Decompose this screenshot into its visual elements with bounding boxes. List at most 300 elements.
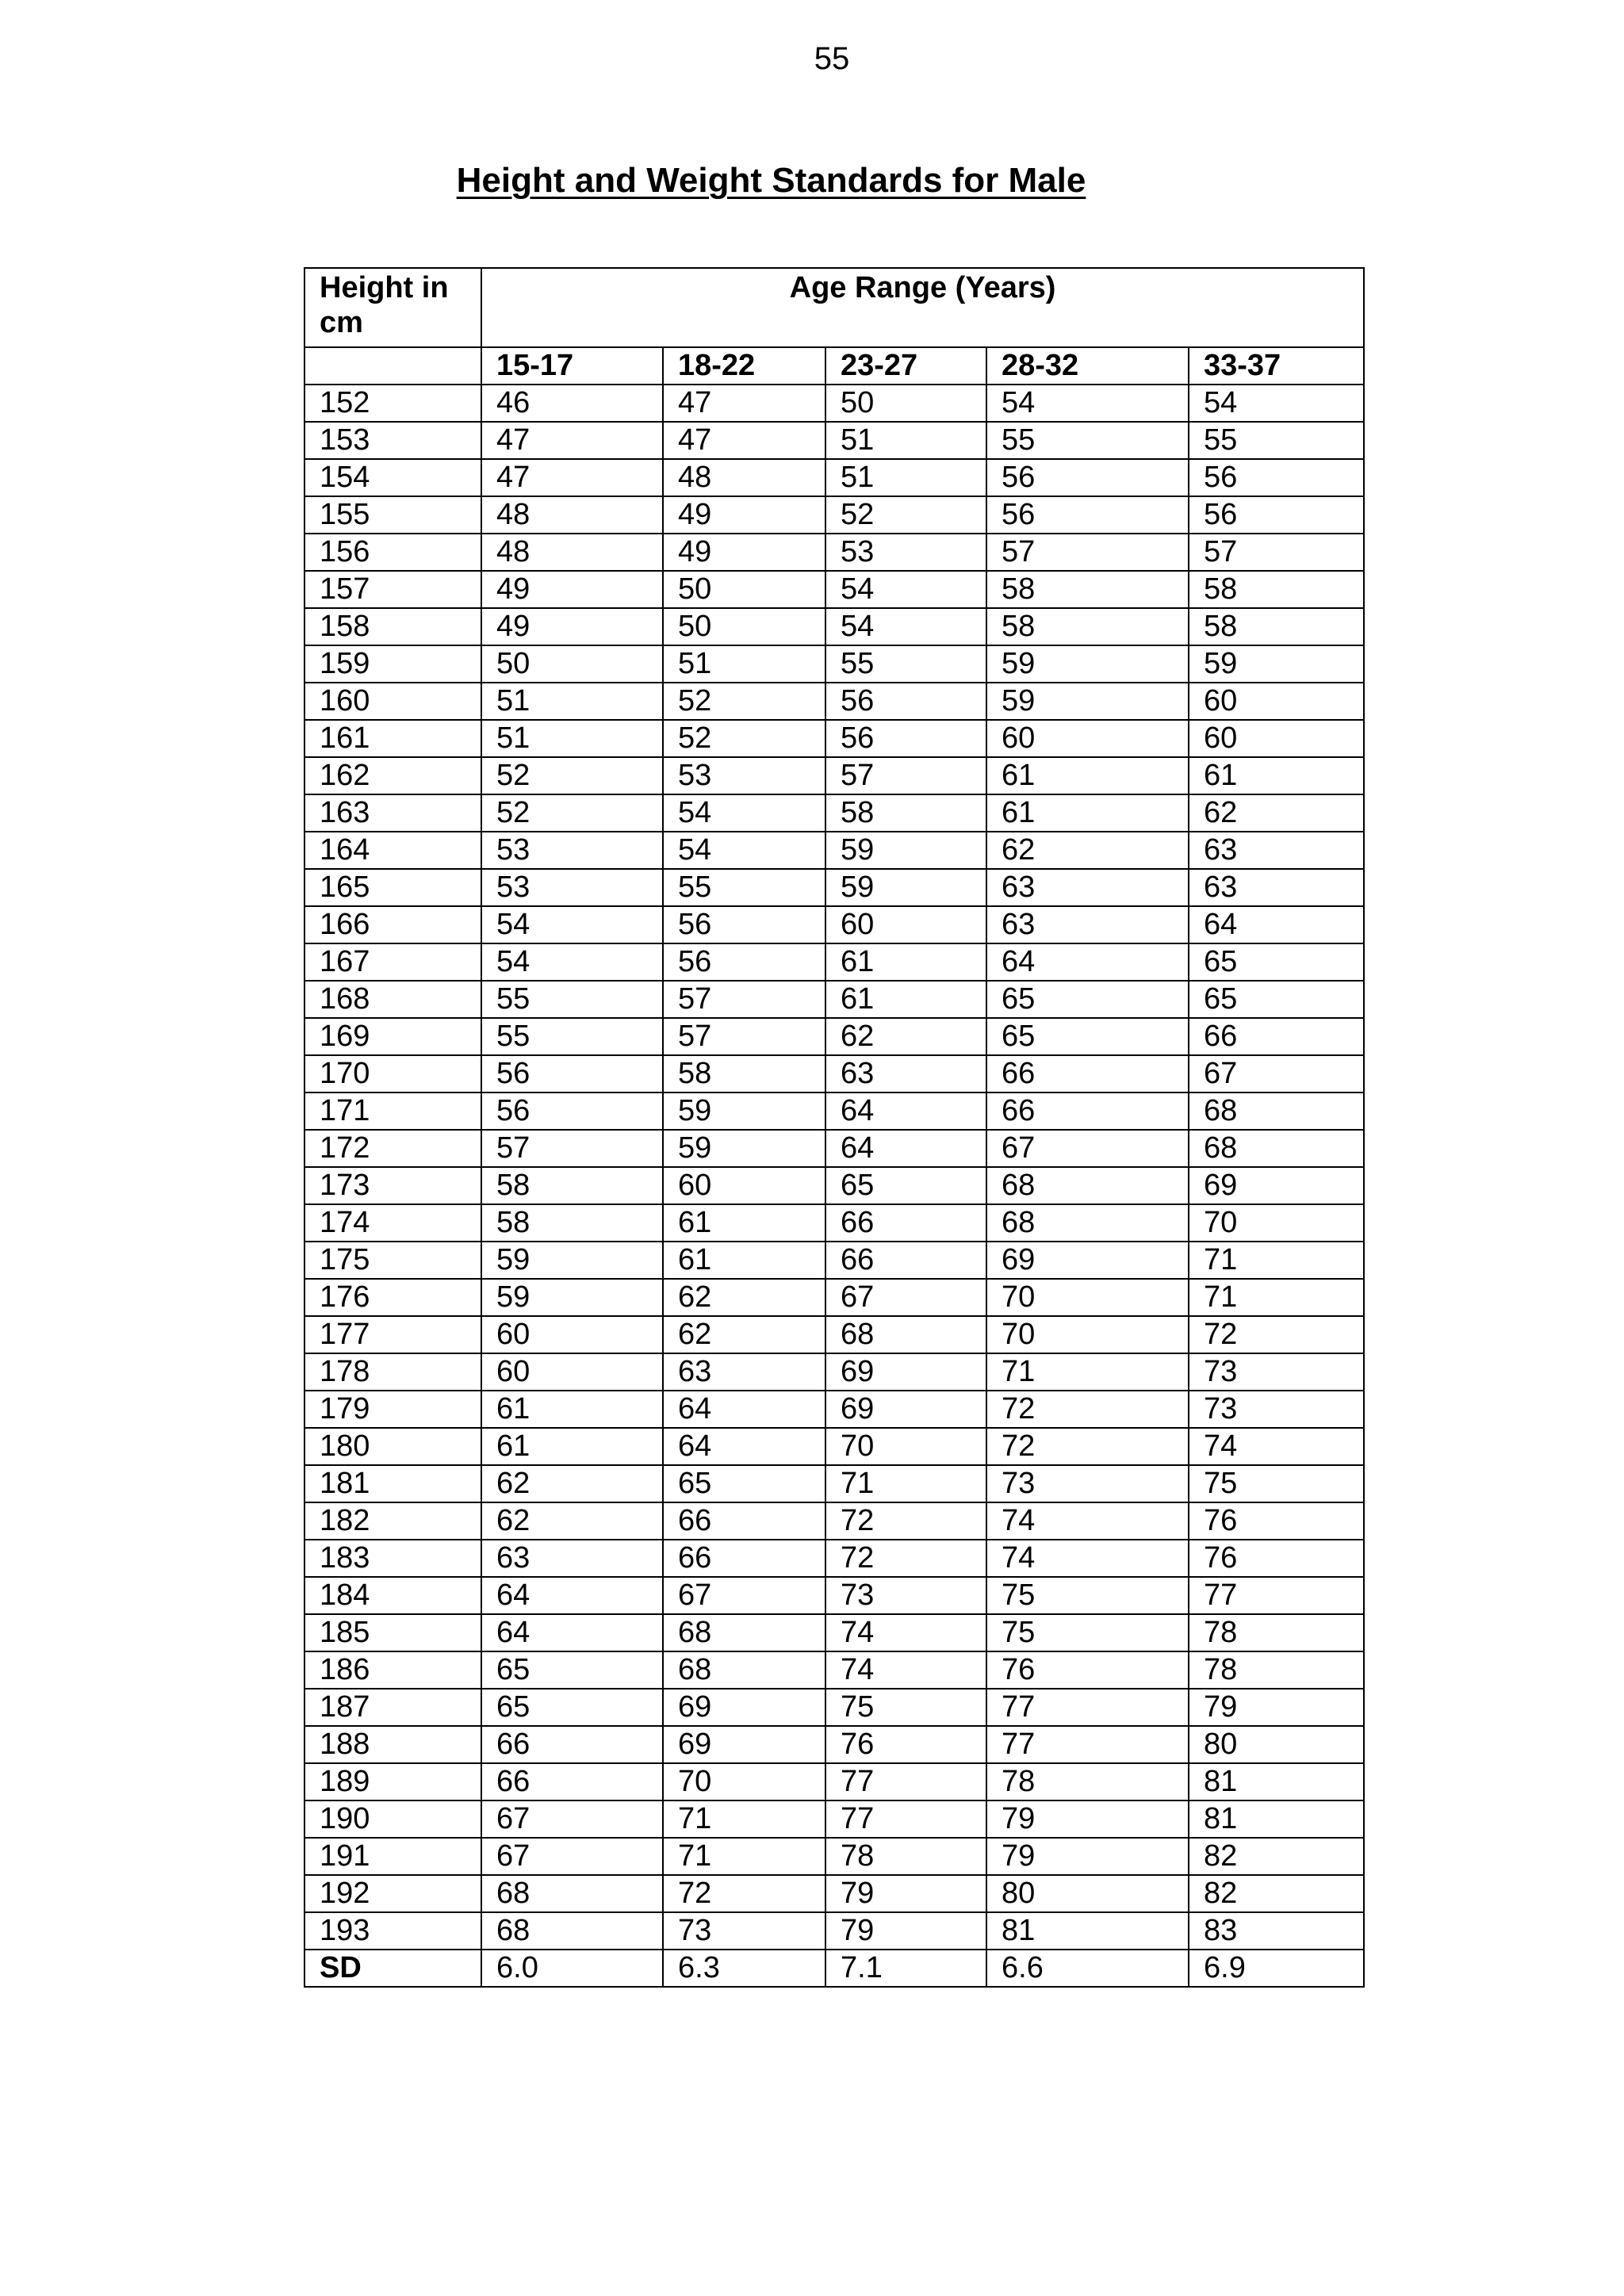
weight-cell: 61 — [481, 1428, 663, 1465]
weight-cell: 56 — [986, 496, 1189, 534]
weight-cell: 82 — [1189, 1838, 1364, 1875]
table-row — [304, 720, 1364, 757]
weight-cell: 61 — [1189, 757, 1364, 794]
weight-cell: 70 — [825, 1428, 986, 1465]
weight-cell: 66 — [481, 1763, 663, 1800]
weight-cell: 78 — [1189, 1614, 1364, 1651]
weight-cell: 67 — [986, 1130, 1189, 1167]
weight-cell: 56 — [663, 906, 825, 943]
empty-header-cell — [304, 347, 481, 385]
weight-cell: 77 — [986, 1689, 1189, 1726]
weight-cell: 68 — [986, 1204, 1189, 1242]
weight-cell: 65 — [663, 1465, 825, 1502]
weight-cell: 77 — [1189, 1577, 1364, 1614]
weight-cell: 60 — [663, 1167, 825, 1204]
weight-cell: 49 — [481, 608, 663, 645]
table-row — [304, 459, 1364, 496]
weight-cell: 7.1 — [825, 1950, 986, 1987]
weight-cell: 71 — [663, 1838, 825, 1875]
weight-cell: 68 — [663, 1614, 825, 1651]
weight-cell: 75 — [825, 1689, 986, 1726]
weight-cell: 71 — [1189, 1279, 1364, 1316]
age-range-subheader-row — [304, 347, 1364, 385]
weight-cell: 81 — [1189, 1800, 1364, 1838]
height-cell: 173 — [304, 1167, 481, 1204]
weight-cell: 66 — [825, 1204, 986, 1242]
table-row — [304, 683, 1364, 720]
weight-cell: 50 — [825, 385, 986, 422]
height-cell: 171 — [304, 1093, 481, 1130]
weight-cell: 6.6 — [986, 1950, 1189, 1987]
weight-cell: 59 — [986, 645, 1189, 683]
table-row — [304, 1726, 1364, 1763]
weight-cell: 61 — [986, 757, 1189, 794]
weight-cell: 75 — [986, 1614, 1189, 1651]
weight-cell: 53 — [825, 534, 986, 571]
weight-cell: 64 — [663, 1391, 825, 1428]
weight-cell: 78 — [825, 1838, 986, 1875]
weight-cell: 55 — [1189, 422, 1364, 459]
weight-cell: 66 — [481, 1726, 663, 1763]
height-cell: 154 — [304, 459, 481, 496]
weight-cell: 60 — [481, 1353, 663, 1391]
weight-cell: 56 — [986, 459, 1189, 496]
table-row — [304, 645, 1364, 683]
weight-cell: 52 — [663, 683, 825, 720]
weight-cell: 51 — [825, 422, 986, 459]
weight-cell: 65 — [825, 1167, 986, 1204]
weight-cell: 77 — [825, 1800, 986, 1838]
height-cell: 153 — [304, 422, 481, 459]
weight-cell: 66 — [1189, 1018, 1364, 1055]
height-cell: 163 — [304, 794, 481, 832]
weight-cell: 64 — [663, 1428, 825, 1465]
weight-cell: 54 — [481, 906, 663, 943]
weight-cell: 57 — [663, 1018, 825, 1055]
height-cell: 182 — [304, 1502, 481, 1540]
table-row — [304, 869, 1364, 906]
height-cell: 175 — [304, 1242, 481, 1279]
weight-cell: 60 — [825, 906, 986, 943]
weight-cell: 58 — [663, 1055, 825, 1093]
height-cell: 178 — [304, 1353, 481, 1391]
weight-cell: 74 — [825, 1651, 986, 1689]
weight-cell: 64 — [825, 1093, 986, 1130]
weight-cell: 46 — [481, 385, 663, 422]
table-row — [304, 1912, 1364, 1950]
weight-cell: 57 — [481, 1130, 663, 1167]
weight-cell: 81 — [986, 1912, 1189, 1950]
weight-cell: 48 — [663, 459, 825, 496]
weight-cell: 58 — [481, 1167, 663, 1204]
weight-cell: 73 — [825, 1577, 986, 1614]
height-cell: 159 — [304, 645, 481, 683]
weight-cell: 50 — [481, 645, 663, 683]
weight-cell: 53 — [663, 757, 825, 794]
height-cell: 183 — [304, 1540, 481, 1577]
height-cell: 169 — [304, 1018, 481, 1055]
height-cell: 157 — [304, 571, 481, 608]
table-row — [304, 1204, 1364, 1242]
weight-cell: 76 — [825, 1726, 986, 1763]
weight-cell: 63 — [663, 1353, 825, 1391]
table-row — [304, 1763, 1364, 1800]
height-cell: 176 — [304, 1279, 481, 1316]
weight-cell: 62 — [481, 1465, 663, 1502]
table-row — [304, 385, 1364, 422]
weight-cell: 61 — [481, 1391, 663, 1428]
weight-cell: 62 — [825, 1018, 986, 1055]
weight-cell: 61 — [663, 1204, 825, 1242]
weight-cell: 6.0 — [481, 1950, 663, 1987]
weight-cell: 56 — [481, 1055, 663, 1093]
weight-cell: 59 — [986, 683, 1189, 720]
weight-cell: 76 — [986, 1651, 1189, 1689]
weight-cell: 62 — [986, 832, 1189, 869]
weight-cell: 67 — [481, 1838, 663, 1875]
weight-cell: 76 — [1189, 1502, 1364, 1540]
weight-cell: 79 — [1189, 1689, 1364, 1726]
weight-cell: 57 — [663, 981, 825, 1018]
weight-cell: 60 — [1189, 720, 1364, 757]
weight-cell: 58 — [986, 608, 1189, 645]
weight-cell: 59 — [825, 832, 986, 869]
weight-cell: 59 — [663, 1130, 825, 1167]
weight-cell: 73 — [663, 1912, 825, 1950]
height-cell: 167 — [304, 943, 481, 981]
weight-cell: 50 — [663, 608, 825, 645]
weight-cell: 71 — [663, 1800, 825, 1838]
weight-cell: 72 — [986, 1428, 1189, 1465]
weight-cell: 65 — [986, 1018, 1189, 1055]
weight-cell: 66 — [663, 1540, 825, 1577]
height-cell: 179 — [304, 1391, 481, 1428]
weight-cell: 54 — [825, 608, 986, 645]
weight-cell: 72 — [986, 1391, 1189, 1428]
height-cell: 181 — [304, 1465, 481, 1502]
table-row — [304, 1614, 1364, 1651]
weight-cell: 68 — [825, 1316, 986, 1353]
weight-cell: 78 — [1189, 1651, 1364, 1689]
table-row — [304, 1428, 1364, 1465]
height-cell: 190 — [304, 1800, 481, 1838]
weight-cell: 58 — [1189, 571, 1364, 608]
weight-cell: 63 — [1189, 869, 1364, 906]
table-row — [304, 906, 1364, 943]
weight-cell: 6.9 — [1189, 1950, 1364, 1987]
table-row — [304, 496, 1364, 534]
weight-cell: 58 — [825, 794, 986, 832]
height-cell: 152 — [304, 385, 481, 422]
table-body — [304, 268, 1364, 1987]
weight-cell: 72 — [825, 1540, 986, 1577]
weight-cell: 54 — [1189, 385, 1364, 422]
weight-cell: 66 — [986, 1093, 1189, 1130]
weight-cell: 59 — [481, 1242, 663, 1279]
weight-cell: 52 — [825, 496, 986, 534]
weight-cell: 54 — [825, 571, 986, 608]
age-range-label: 23-27 — [825, 347, 986, 385]
weight-cell: 79 — [825, 1912, 986, 1950]
table-row — [304, 794, 1364, 832]
weight-cell: 65 — [481, 1651, 663, 1689]
table-row — [304, 1353, 1364, 1391]
table-row — [304, 1316, 1364, 1353]
weight-cell: 63 — [1189, 832, 1364, 869]
weight-cell: 64 — [986, 943, 1189, 981]
weight-cell: 58 — [1189, 608, 1364, 645]
sd-label: SD — [304, 1950, 481, 1987]
weight-cell: 62 — [663, 1279, 825, 1316]
weight-cell: 59 — [663, 1093, 825, 1130]
weight-cell: 51 — [663, 645, 825, 683]
weight-cell: 56 — [825, 720, 986, 757]
weight-cell: 51 — [481, 720, 663, 757]
weight-cell: 67 — [481, 1800, 663, 1838]
weight-cell: 47 — [481, 422, 663, 459]
age-range-label: 28-32 — [986, 347, 1189, 385]
height-weight-table — [304, 267, 1365, 1988]
weight-cell: 70 — [986, 1316, 1189, 1353]
weight-cell: 64 — [1189, 906, 1364, 943]
weight-cell: 68 — [1189, 1130, 1364, 1167]
weight-cell: 54 — [986, 385, 1189, 422]
weight-cell: 68 — [481, 1875, 663, 1912]
height-column-header: Height in cm — [304, 268, 481, 347]
weight-cell: 69 — [663, 1726, 825, 1763]
weight-cell: 62 — [481, 1502, 663, 1540]
weight-cell: 59 — [825, 869, 986, 906]
weight-cell: 58 — [986, 571, 1189, 608]
weight-cell: 65 — [1189, 981, 1364, 1018]
table-row — [304, 1800, 1364, 1838]
height-cell: 156 — [304, 534, 481, 571]
weight-cell: 73 — [1189, 1353, 1364, 1391]
height-cell: 162 — [304, 757, 481, 794]
weight-cell: 61 — [825, 943, 986, 981]
height-cell: 158 — [304, 608, 481, 645]
weight-cell: 80 — [1189, 1726, 1364, 1763]
weight-cell: 68 — [481, 1912, 663, 1950]
age-range-header: Age Range (Years) — [481, 268, 1364, 347]
weight-cell: 66 — [663, 1502, 825, 1540]
weight-cell: 60 — [1189, 683, 1364, 720]
table-row — [304, 832, 1364, 869]
table-row — [304, 1093, 1364, 1130]
page-number: 55 — [814, 41, 850, 76]
weight-cell: 75 — [986, 1577, 1189, 1614]
weight-cell: 56 — [663, 943, 825, 981]
weight-cell: 49 — [481, 571, 663, 608]
weight-cell: 50 — [663, 571, 825, 608]
weight-cell: 69 — [825, 1391, 986, 1428]
weight-cell: 57 — [986, 534, 1189, 571]
weight-cell: 70 — [1189, 1204, 1364, 1242]
weight-cell: 56 — [481, 1093, 663, 1130]
weight-cell: 69 — [986, 1242, 1189, 1279]
table-row — [304, 1279, 1364, 1316]
weight-cell: 72 — [825, 1502, 986, 1540]
weight-cell: 55 — [481, 981, 663, 1018]
height-cell: 191 — [304, 1838, 481, 1875]
weight-cell: 52 — [481, 757, 663, 794]
weight-cell: 70 — [986, 1279, 1189, 1316]
weight-cell: 61 — [825, 981, 986, 1018]
table-row — [304, 1130, 1364, 1167]
table-row — [304, 422, 1364, 459]
table-row — [304, 571, 1364, 608]
weight-cell: 71 — [1189, 1242, 1364, 1279]
weight-cell: 6.3 — [663, 1950, 825, 1987]
sd-row — [304, 1950, 1364, 1987]
weight-cell: 67 — [663, 1577, 825, 1614]
weight-cell: 62 — [1189, 794, 1364, 832]
table-row — [304, 1875, 1364, 1912]
weight-cell: 53 — [481, 832, 663, 869]
weight-cell: 54 — [663, 794, 825, 832]
weight-cell: 56 — [1189, 459, 1364, 496]
table-row — [304, 943, 1364, 981]
weight-cell: 75 — [1189, 1465, 1364, 1502]
weight-cell: 47 — [663, 385, 825, 422]
weight-cell: 79 — [986, 1838, 1189, 1875]
height-cell: 185 — [304, 1614, 481, 1651]
weight-cell: 63 — [986, 869, 1189, 906]
weight-cell: 73 — [1189, 1391, 1364, 1428]
weight-cell: 54 — [481, 943, 663, 981]
weight-cell: 56 — [825, 683, 986, 720]
weight-cell: 68 — [663, 1651, 825, 1689]
table-row — [304, 534, 1364, 571]
table-row — [304, 981, 1364, 1018]
weight-cell: 73 — [986, 1465, 1189, 1502]
height-cell: 165 — [304, 869, 481, 906]
height-cell: 187 — [304, 1689, 481, 1726]
table-row — [304, 757, 1364, 794]
weight-cell: 71 — [986, 1353, 1189, 1391]
table-row — [304, 608, 1364, 645]
age-range-label: 18-22 — [663, 347, 825, 385]
table-row — [304, 1502, 1364, 1540]
height-cell: 186 — [304, 1651, 481, 1689]
weight-cell: 49 — [663, 534, 825, 571]
weight-cell: 57 — [825, 757, 986, 794]
weight-cell: 66 — [825, 1242, 986, 1279]
weight-cell: 68 — [1189, 1093, 1364, 1130]
page-title: Height and Weight Standards for Male — [456, 161, 1086, 200]
weight-cell: 61 — [663, 1242, 825, 1279]
weight-cell: 69 — [825, 1353, 986, 1391]
height-cell: 188 — [304, 1726, 481, 1763]
table-row — [304, 1540, 1364, 1577]
weight-cell: 83 — [1189, 1912, 1364, 1950]
weight-cell: 67 — [825, 1279, 986, 1316]
weight-cell: 61 — [986, 794, 1189, 832]
table-row — [304, 1465, 1364, 1502]
age-range-label: 15-17 — [481, 347, 663, 385]
table-row — [304, 1055, 1364, 1093]
weight-cell: 55 — [825, 645, 986, 683]
weight-cell: 60 — [481, 1316, 663, 1353]
weight-cell: 69 — [1189, 1167, 1364, 1204]
weight-cell: 59 — [481, 1279, 663, 1316]
weight-cell: 56 — [1189, 496, 1364, 534]
table-row — [304, 1689, 1364, 1726]
weight-cell: 49 — [663, 496, 825, 534]
weight-cell: 65 — [986, 981, 1189, 1018]
age-range-label: 33-37 — [1189, 347, 1364, 385]
table-header-row — [304, 268, 1364, 347]
weight-cell: 58 — [481, 1204, 663, 1242]
weight-cell: 74 — [825, 1614, 986, 1651]
weight-cell: 62 — [663, 1316, 825, 1353]
table-row — [304, 1838, 1364, 1875]
weight-cell: 64 — [481, 1614, 663, 1651]
weight-cell: 66 — [986, 1055, 1189, 1093]
weight-cell: 72 — [1189, 1316, 1364, 1353]
height-cell: 193 — [304, 1912, 481, 1950]
weight-cell: 74 — [986, 1502, 1189, 1540]
weight-cell: 60 — [986, 720, 1189, 757]
height-cell: 168 — [304, 981, 481, 1018]
height-cell: 189 — [304, 1763, 481, 1800]
height-cell: 177 — [304, 1316, 481, 1353]
table-row — [304, 1651, 1364, 1689]
weight-cell: 59 — [1189, 645, 1364, 683]
weight-cell: 52 — [481, 794, 663, 832]
weight-cell: 63 — [986, 906, 1189, 943]
weight-cell: 70 — [663, 1763, 825, 1800]
weight-cell: 69 — [663, 1689, 825, 1726]
weight-cell: 47 — [663, 422, 825, 459]
weight-cell: 76 — [1189, 1540, 1364, 1577]
height-cell: 155 — [304, 496, 481, 534]
weight-cell: 63 — [481, 1540, 663, 1577]
weight-cell: 64 — [481, 1577, 663, 1614]
weight-cell: 82 — [1189, 1875, 1364, 1912]
weight-cell: 54 — [663, 832, 825, 869]
weight-cell: 77 — [825, 1763, 986, 1800]
weight-cell: 67 — [1189, 1055, 1364, 1093]
weight-cell: 78 — [986, 1763, 1189, 1800]
height-cell: 161 — [304, 720, 481, 757]
weight-cell: 52 — [663, 720, 825, 757]
weight-cell: 65 — [481, 1689, 663, 1726]
height-cell: 166 — [304, 906, 481, 943]
weight-cell: 77 — [986, 1726, 1189, 1763]
weight-cell: 79 — [986, 1800, 1189, 1838]
weight-cell: 55 — [663, 869, 825, 906]
weight-cell: 51 — [825, 459, 986, 496]
table-row — [304, 1018, 1364, 1055]
weight-cell: 57 — [1189, 534, 1364, 571]
height-cell: 160 — [304, 683, 481, 720]
weight-cell: 51 — [481, 683, 663, 720]
weight-cell: 64 — [825, 1130, 986, 1167]
height-cell: 172 — [304, 1130, 481, 1167]
weight-cell: 48 — [481, 496, 663, 534]
weight-cell: 81 — [1189, 1763, 1364, 1800]
weight-cell: 48 — [481, 534, 663, 571]
weight-cell: 74 — [1189, 1428, 1364, 1465]
weight-cell: 68 — [986, 1167, 1189, 1204]
height-cell: 180 — [304, 1428, 481, 1465]
weight-cell: 63 — [825, 1055, 986, 1093]
table-row — [304, 1242, 1364, 1279]
weight-cell: 72 — [663, 1875, 825, 1912]
table-row — [304, 1391, 1364, 1428]
weight-cell: 47 — [481, 459, 663, 496]
